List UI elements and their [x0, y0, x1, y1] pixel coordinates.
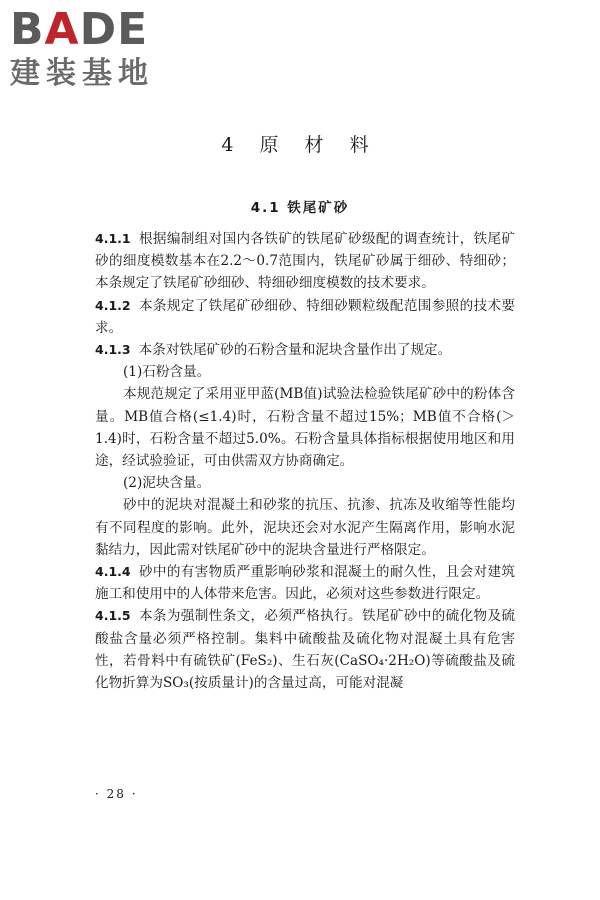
document-body [95, 228, 515, 694]
logo-wordmark [10, 6, 180, 54]
clause-text: 本条对铁尾矿砂的石粉含量和泥块含量作出了规定。 [138, 342, 452, 359]
clause-4-1-2 [95, 295, 515, 339]
clause-number: 4.1.5 [95, 608, 131, 624]
logo-subtitle: 建装基地 [10, 56, 154, 91]
logo-letter-b: B [10, 4, 45, 55]
page-number: · 28 · [95, 787, 138, 801]
publisher-logo [10, 6, 180, 92]
clause-number: 4.1.2 [95, 297, 131, 313]
clause-number: 4.1.4 [95, 564, 131, 580]
item-clay-lump-title: (2)泥块含量。 [123, 475, 211, 492]
section-title: 4.1 铁尾矿砂 [250, 200, 350, 216]
chapter-title: 4 原 材 料 [221, 134, 379, 156]
logo-letter-d: D [79, 4, 118, 55]
clause-text: 本条规定了铁尾矿砂细砂、特细砂颗粒级配范围参照的技术要求。 [95, 297, 515, 336]
item-stone-powder-title: (1)石粉含量。 [123, 364, 211, 381]
clause-text: 根据编制组对国内各铁矿的铁尾矿砂级配的调查统计，铁尾矿砂的细度模数基本在2.2～0.7范围内，铁尾矿砂属于细砂、特细砂；本条规定了铁尾矿砂细砂、特细砂细度模数的技术要求。 [95, 231, 515, 292]
clause-text: 本条为强制性条文，必须严格执行。铁尾矿砂中的硫化物及硫酸盐含量必须严格控制。集料中硫酸盐及硫化物对混凝土具有危害性，若骨料中有硫铁矿(FeS₂)、生石灰(CaSO₄·2H₂O)等硫酸盐及硫化物折算为SO₃(按质量计)的含量过高，可能对混凝 [95, 608, 515, 692]
item-clay-lump-text: 砂中的泥块对混凝土和砂浆的抗压、抗渗、抗冻及收缩等性能均有不同程度的影响。此外，泥块还会对水泥产生隔离作用，影响水泥黏结力，因此需对铁尾矿砂中的泥块含量进行严格限定。 [95, 497, 515, 558]
clause-4-1-5 [95, 605, 515, 694]
logo-letter-a: A [44, 4, 80, 55]
item-stone-powder-text: 本规范规定了采用亚甲蓝(MB值)试验法检验铁尾矿砂中的粉体含量。MB值合格(≤1.4)时，石粉含量不超过15%；MB值不合格(＞1.4)时，石粉含量不超过5.0%。石粉含量具体指标根据使用地区和用途，经试验验证，可由供需双方协商确定。 [95, 386, 515, 470]
logo-letter-e: E [117, 4, 149, 55]
clause-text: 砂中的有害物质严重影响砂浆和混凝土的耐久性，且会对建筑施工和使用中的人体带来危害。因此，必须对这些参数进行限定。 [95, 564, 515, 603]
clause-4-1-1 [95, 228, 515, 295]
clause-number: 4.1.3 [95, 342, 131, 358]
clause-number: 4.1.1 [95, 231, 131, 246]
clause-4-1-3 [95, 339, 515, 361]
clause-4-1-4 [95, 561, 515, 605]
